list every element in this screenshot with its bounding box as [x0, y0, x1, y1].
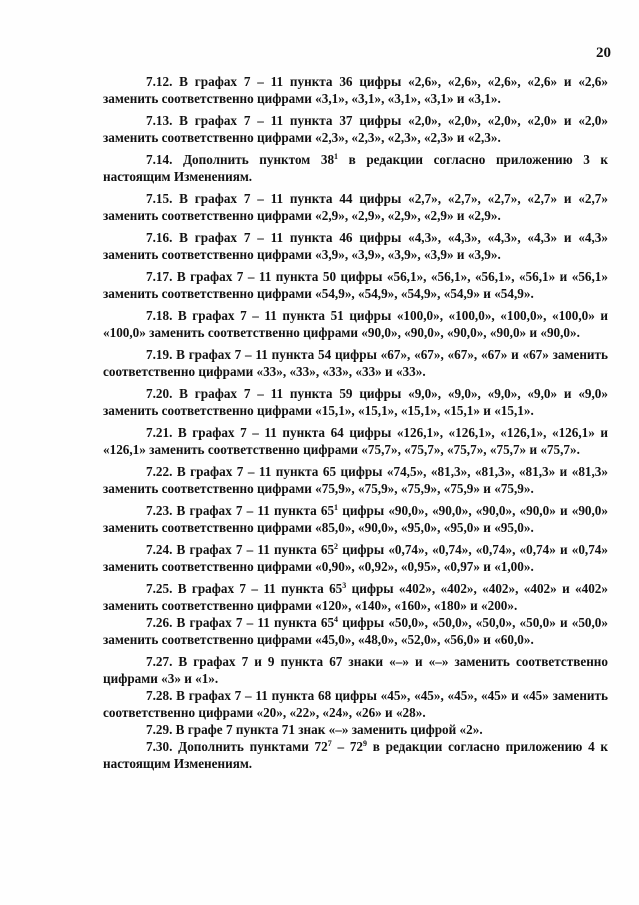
paragraph-text: 7.22. В графах 7 – 11 пункта 65 цифры «74,5», «81,3», «81,3», «81,3» и «81,3» заменить соответственно цифрами «75,9», «75,9», «75,9», «75,9» и «75,9». [103, 464, 608, 496]
amendment-paragraph [103, 346, 608, 380]
paragraph-text: – 72 [331, 739, 364, 754]
amendment-paragraph [103, 653, 608, 687]
paragraph-text: цифры «50,0», «50,0», «50,0», «50,0» и «50,0» заменить соответственно цифрами «45,0», «48,0», «52,0», «56,0» и «60,0». [103, 615, 608, 647]
amendment-paragraph [103, 580, 608, 614]
paragraph-text: 7.30. Дополнить пунктами 72 [146, 739, 328, 754]
paragraph-text: 7.14. Дополнить пунктом 38 [146, 152, 335, 167]
superscript-index: 2 [334, 542, 339, 551]
paragraph-text: 7.13. В графах 7 – 11 пункта 37 цифры «2,0», «2,0», «2,0», «2,0» и «2,0» заменить соответственно цифрами «2,3», «2,3», «2,3», «2,3» и «2,3». [103, 113, 608, 145]
paragraph-text: цифры «90,0», «90,0», «90,0», «90,0» и «90,0» заменить соответственно цифрами «85,0», «90,0», «95,0», «95,0» и «95,0». [103, 503, 608, 535]
paragraph-text: 7.28. В графах 7 – 11 пункта 68 цифры «45», «45», «45», «45» и «45» заменить соответственно цифрами «20», «22», «24», «26» и «28». [103, 688, 608, 720]
amendment-paragraph [103, 307, 608, 341]
amendment-paragraph [103, 502, 608, 536]
paragraph-text: 7.19. В графах 7 – 11 пункта 54 цифры «67», «67», «67», «67» и «67» заменить соответственно цифрами «33», «33», «33», «33» и «33». [103, 347, 608, 379]
paragraph-text: 7.27. В графах 7 и 9 пункта 67 знаки «–» и «–» заменить соответственно цифрами «3» и «1». [103, 654, 608, 686]
amendment-paragraph [103, 721, 608, 738]
amendment-paragraph [103, 229, 608, 263]
paragraph-text: в редакции согласно приложению 4 к настоящим Изменениям. [103, 739, 609, 771]
superscript-index: 7 [327, 739, 332, 748]
amendment-paragraph [103, 385, 608, 419]
paragraph-text: 7.17. В графах 7 – 11 пункта 50 цифры «56,1», «56,1», «56,1», «56,1» и «56,1» заменить соответственно цифрами «54,9», «54,9», «54,9», «54,9» и «54,9». [103, 269, 608, 301]
paragraph-text: 7.20. В графах 7 – 11 пункта 59 цифры «9,0», «9,0», «9,0», «9,0» и «9,0» заменить соответственно цифрами «15,1», «15,1», «15,1», «15,1» и «15,1». [103, 386, 608, 418]
paragraph-text: 7.21. В графах 7 – 11 пункта 64 цифры «126,1», «126,1», «126,1», «126,1» и «126,1» заменить соответственно цифрами «75,7», «75,7», «75,7», «75,7» и «75,7». [103, 425, 608, 457]
paragraph-text: 7.16. В графах 7 – 11 пункта 46 цифры «4,3», «4,3», «4,3», «4,3» и «4,3» заменить соответственно цифрами «3,9», «3,9», «3,9», «3,9» и «3,9». [103, 230, 608, 262]
paragraph-text: 7.15. В графах 7 – 11 пункта 44 цифры «2,7», «2,7», «2,7», «2,7» и «2,7» заменить соответственно цифрами «2,9», «2,9», «2,9», «2,9» и «2,9». [103, 191, 608, 223]
paragraph-text: 7.23. В графах 7 – 11 пункта 65 [146, 503, 335, 518]
superscript-index: 9 [363, 739, 368, 748]
amendment-paragraph [103, 424, 608, 458]
paragraph-text: 7.24. В графах 7 – 11 пункта 65 [146, 542, 335, 557]
paragraph-text: цифры «0,74», «0,74», «0,74», «0,74» и «0,74» заменить соответственно цифрами «0,90», «0,92», «0,95», «0,97» и «1,00». [103, 542, 608, 574]
amendment-paragraph [103, 541, 608, 575]
superscript-index: 1 [334, 152, 339, 161]
amendment-paragraph [103, 687, 608, 721]
paragraph-text: 7.26. В графах 7 – 11 пункта 65 [146, 615, 335, 630]
superscript-index: 1 [334, 503, 339, 512]
document-body [103, 73, 608, 777]
amendment-paragraph [103, 73, 608, 107]
amendment-paragraph [103, 151, 608, 185]
amendment-paragraph [103, 738, 608, 772]
amendment-paragraph [103, 614, 608, 648]
amendment-paragraph [103, 112, 608, 146]
paragraph-text: в редакции согласно приложению 3 к настоящим Изменениям. [103, 152, 609, 184]
paragraph-text: 7.29. В графе 7 пункта 71 знак «–» заменить цифрой «2». [146, 722, 483, 737]
paragraph-text: цифры «402», «402», «402», «402» и «402» заменить соответственно цифрами «120», «140», «160», «180» и «200». [103, 581, 608, 613]
paragraph-text: 7.25. В графах 7 – 11 пункта 65 [146, 581, 343, 596]
paragraph-text: 7.12. В графах 7 – 11 пункта 36 цифры «2,6», «2,6», «2,6», «2,6» и «2,6» заменить соответственно цифрами «3,1», «3,1», «3,1», «3,1» и «3,1». [103, 74, 608, 106]
superscript-index: 3 [342, 581, 347, 590]
paragraph-text: 7.18. В графах 7 – 11 пункта 51 цифры «100,0», «100,0», «100,0», «100,0» и «100,0» заменить соответственно цифрами «90,0», «90,0», «90,0», «90,0» и «90,0». [103, 308, 608, 340]
amendment-paragraph [103, 463, 608, 497]
page-number: 20 [596, 45, 611, 61]
amendment-paragraph [103, 268, 608, 302]
superscript-index: 4 [334, 615, 339, 624]
amendment-paragraph [103, 190, 608, 224]
